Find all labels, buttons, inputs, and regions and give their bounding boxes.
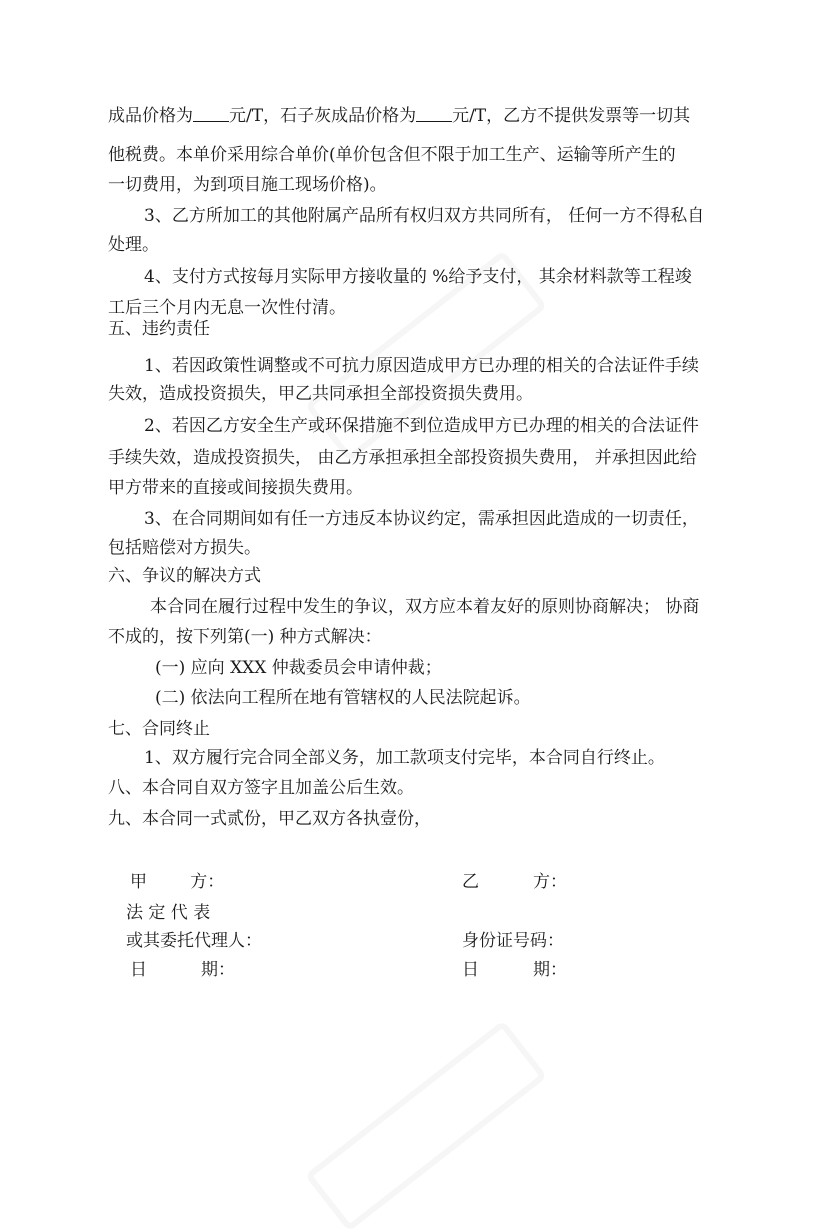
paragraph-line: 手续失效，造成投资损失， 由乙方承担承担全部投资损失费用， 并承担因此给 [108,448,697,468]
watermark [305,1020,548,1232]
clause-3: 3、在合同期间如有任一方违反本协议约定，需承担因此造成的一切责任， [144,509,699,529]
section-heading: 九、本合同一式贰份，甲乙双方各执壹份， [108,809,431,829]
paragraph-line: 成品价格为 元/T，石子灰成品价格为 元/T，乙方不提供发票等一切其 [108,106,691,126]
clause-3: 3、乙方所加工的其他附属产品所有权归双方共同所有， 任何一方不得私自 [144,206,705,226]
blank-field [193,104,229,122]
party-b-label: 乙 方： [462,872,568,892]
clause-2: 2、若因乙方安全生产或环保措施不到位造成甲方已办理的相关的合法证件 [144,416,699,436]
paragraph-line: 本合同在履行过程中发生的争议，双方应本着友好的原则协商解决； 协商 [150,597,700,617]
legal-representative-label: 法 定 代 表 [126,903,211,923]
option-2: (二) 依法向工程所在地有管辖权的人民法院起诉。 [155,688,531,708]
date-b-label: 日 期： [462,960,568,980]
party-a-label: 甲 方： [130,872,225,892]
clause-1: 1、双方履行完合同全部义务，加工款项支付完毕，本合同自行终止。 [144,748,665,768]
paragraph-line: 包括赔偿对方损失。 [108,538,261,558]
paragraph-line: 失效，造成投资损失，甲乙共同承担全部投资损失费用。 [108,384,533,404]
section-heading: 八、本合同自双方签字且加盖公后生效。 [108,778,414,798]
section-heading: 五、违约责任 [108,319,210,339]
paragraph-line: 不成的，按下列第(一) 种方式解决： [108,627,382,647]
id-number-label: 身份证号码： [462,931,564,951]
blank-field [416,104,452,122]
section-heading: 七、合同终止 [108,719,210,739]
paragraph-line: 工后三个月内无息一次性付清。 [108,298,346,318]
option-1: (一) 应向 XXX 仲裁委员会申请仲裁； [155,658,442,678]
date-a-label: 日 期： [130,960,236,980]
paragraph-line: 他税费。本单价采用综合单价(单价包含但不限于加工生产、运输等所产生的 [108,145,676,165]
clause-1: 1、若因政策性调整或不可抗力原因造成甲方已办理的相关的合法证件手续 [144,356,699,376]
paragraph-line: 处理。 [108,235,159,255]
clause-4: 4、支付方式按每月实际甲方接收量的 %给予支付， 其余材料款等工程竣 [144,267,692,287]
section-heading: 六、争议的解决方式 [108,566,261,586]
paragraph-line: 甲方带来的直接或间接损失费用。 [108,478,363,498]
paragraph-line: 一切费用，为到项目施工现场价格)。 [108,175,387,195]
agent-label: 或其委托代理人： [126,931,262,951]
